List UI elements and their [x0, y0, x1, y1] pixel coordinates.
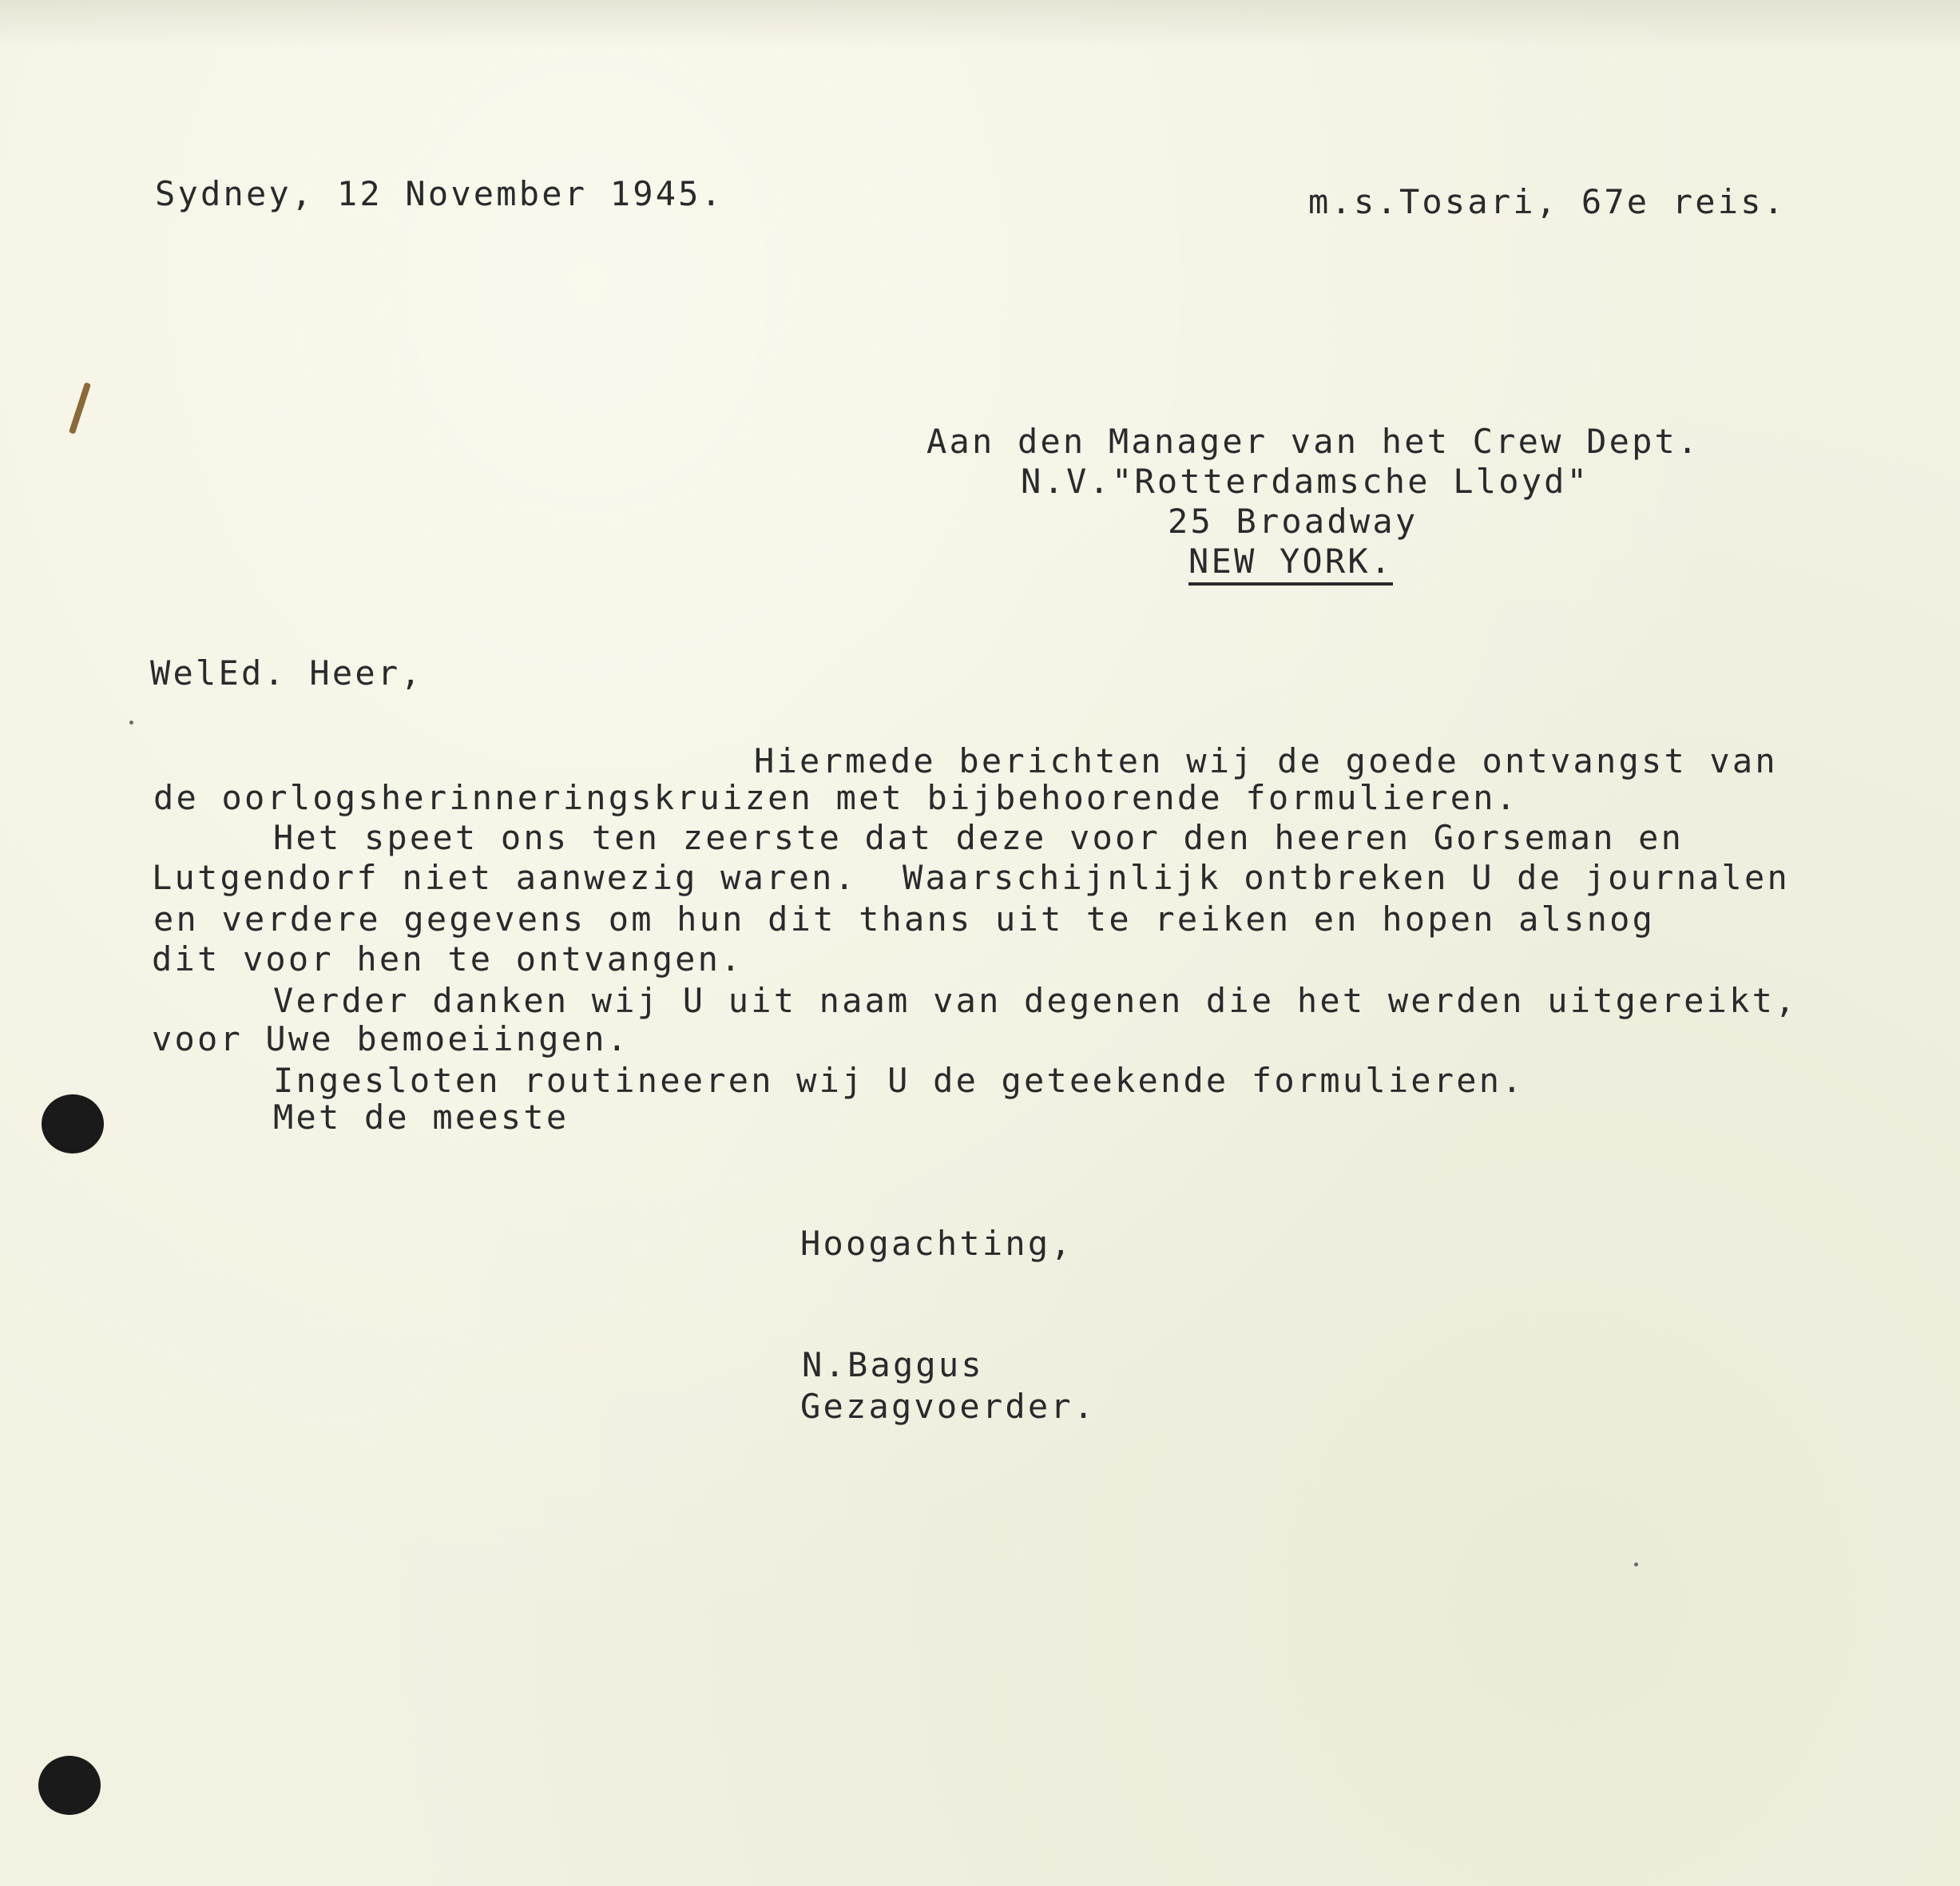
paper-speck	[1634, 1562, 1638, 1566]
body-line: Met de meeste	[273, 1098, 569, 1137]
body-line: dit voor hen te ontvangen.	[152, 939, 744, 979]
body-line: Hiermede berichten wij de goede ontvangst van	[754, 741, 1778, 780]
address-line-3: 25 Broadway	[1168, 502, 1418, 541]
body-line: Lutgendorf niet aanwezig waren. Waarschijnlijk ontbreken U de journalen	[152, 858, 1791, 897]
body-line: de oorlogsherinneringskruizen met bijbehoorende formulieren.	[153, 778, 1519, 817]
signer-title: Gezagvoerder.	[800, 1387, 1097, 1426]
punch-hole-lower	[38, 1756, 101, 1815]
punch-hole-upper	[42, 1094, 104, 1153]
address-city-text: NEW YORK.	[1188, 542, 1393, 586]
ship-voyage: m.s.Tosari, 67e reis.	[1308, 182, 1787, 221]
signer-name: N.Baggus	[802, 1345, 984, 1384]
place-date: Sydney, 12 November 1945.	[155, 174, 724, 213]
body-line: Het speet ons ten zeerste dat deze voor den heeren Gorseman en	[273, 818, 1684, 857]
body-line: en verdere gegevens om hun dit thans uit te reiken en hopen alsnog	[153, 899, 1656, 939]
body-line: voor Uwe bemoeiingen.	[152, 1019, 630, 1058]
address-line-1: Aan den Manager van het Crew Dept.	[926, 422, 1700, 461]
address-city	[1188, 542, 1393, 582]
address-line-2: N.V."Rotterdamsche Lloyd"	[1021, 462, 1590, 501]
salutation: WelEd. Heer,	[150, 653, 423, 693]
pencil-mark	[69, 382, 91, 434]
body-line: Ingesloten routineeren wij U de geteekende formulieren.	[273, 1061, 1525, 1100]
closing: Hoogachting,	[800, 1224, 1073, 1263]
body-line: Verder danken wij U uit naam van degenen die het werden uitgereikt,	[273, 981, 1798, 1020]
paper-top-shadow	[0, 0, 1960, 48]
paper-speck	[129, 721, 133, 725]
